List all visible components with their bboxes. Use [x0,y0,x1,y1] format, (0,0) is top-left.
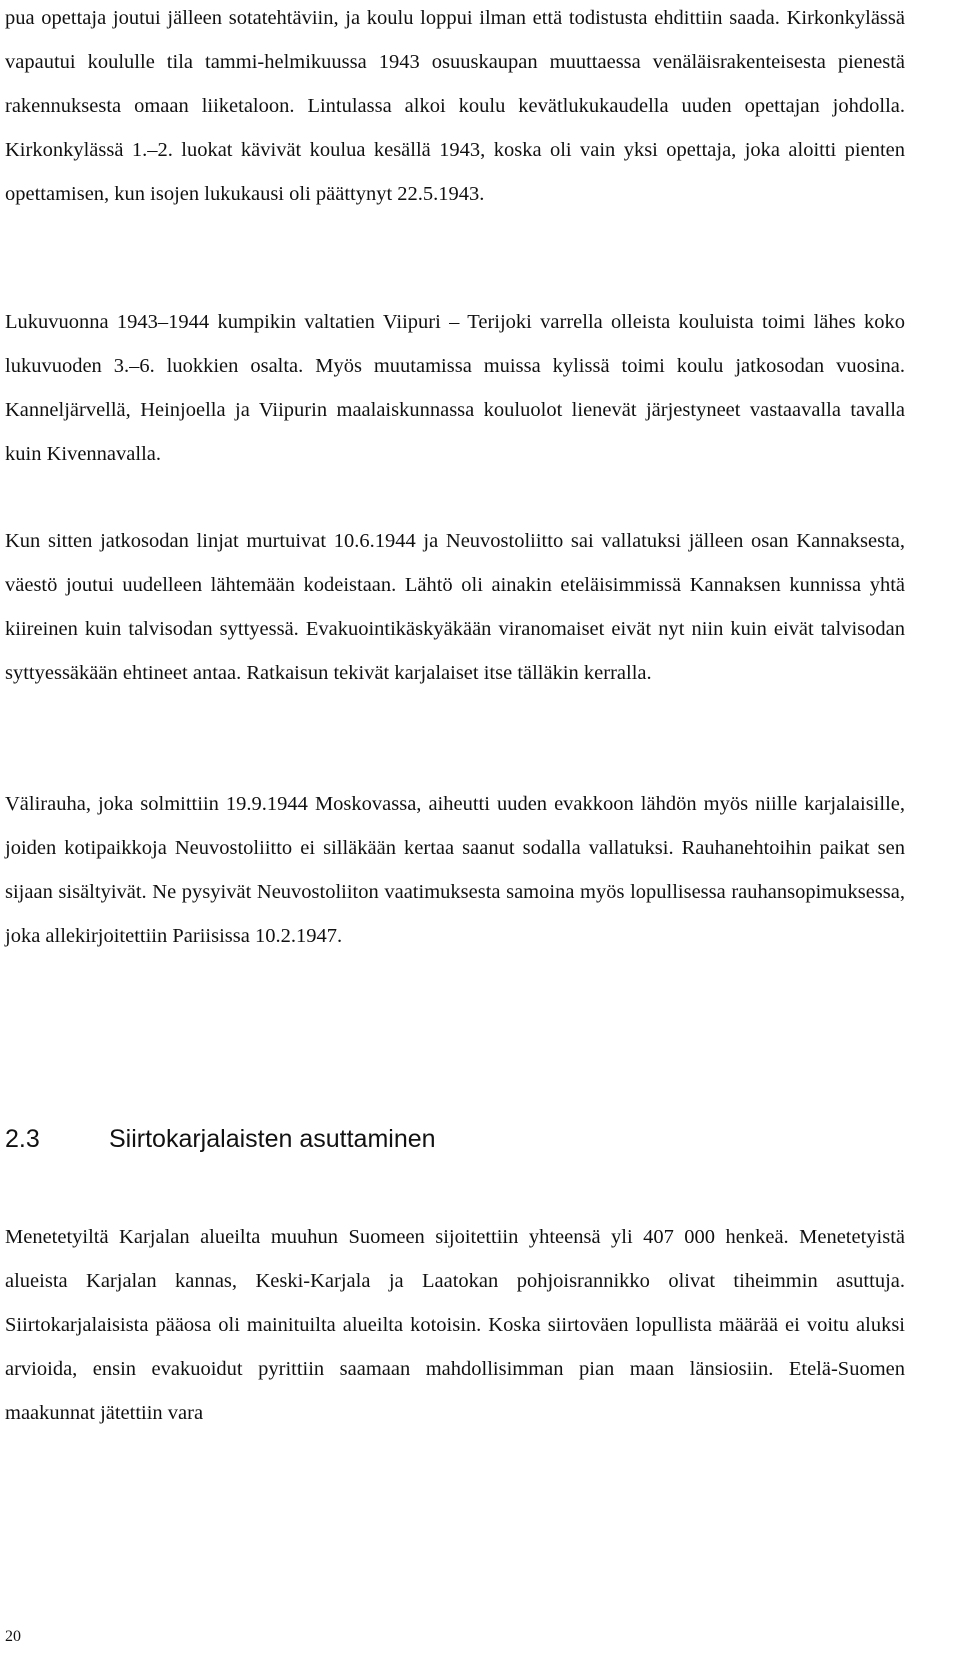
section-heading [5,1121,436,1157]
paragraph-moscow-armistice: Välirauha, joka solmittiin 19.9.1944 Moskovassa, aiheutti uuden evakkoon lähdön myös niille karjalaisille, joiden kotipaikkoja Neuvostoliitto ei silläkään kertaa saanut sodalla vallatuksi. Rauhanehtoihin paikat sen sijaan sisältyivät. Ne pysyivät Neuvostoliiton vaatimuksesta samoina myös lopullisessa rauhansopimuksessa, joka allekirjoitettiin Pariisissa 10.2.1947. [5,793,905,947]
section-number: 2.3 [5,1125,40,1153]
paragraph-resettlement: Menetetyiltä Karjalan alueilta muuhun Suomeen sijoitettiin yhteensä yli 407 000 henkeä. Menetetyistä alueista Karjalan kannas, Keski-Karjala ja Laatokan pohjoisrannikko olivat tiheimmin asuttuja. Siirtokarjalaisista pääosa oli mainituilta alueilta kotoisin. Koska siirtoväen lopullista määrää ei voitu aluksi arvioida, ensin evakuoidut pyrittiin saamaan mahdollisimman pian maan länsiosiin. Etelä-Suomen maakunnat jätettiin vara [5,1226,905,1424]
paragraph-front-collapse-1944: Kun sitten jatkosodan linjat murtuivat 10.6.1944 ja Neuvostoliitto sai vallatuksi jälleen osan Kannaksesta, väestö joutui uudelleen lähtemään kodeistaan. Lähtö oli ainakin eteläisimmissä Kannaksen kunnissa yhtä kiireinen kuin talvisodan syttyessä. Evakuointikäskyäkään viranomaiset eivät nyt niin kuin eivät talvisodan syttyessäkään ehtineet antaa. Ratkaisun tekivät karjalaiset itse tälläkin kerralla. [5,530,905,684]
section-title: Siirtokarjalaisten asuttaminen [109,1125,436,1153]
paragraph-school-year-1943-1944: Lukuvuonna 1943–1944 kumpikin valtatien Viipuri – Terijoki varrella olleista kouluista toimi lähes koko lukuvuoden 3.–6. luokkien osalta. Myös muutamissa muissa kylissä toimi koulu jatkosodan vuosina. Kanneljärvellä, Heinjoella ja Viipurin maalaiskunnassa kouluolot lienevät järjestyneet vastaavalla tavalla kuin Kivennavalla. [5,311,905,465]
page-number: 20 [5,1628,21,1645]
paragraph-evacuation-schools: pua opettaja joutui jälleen sotatehtäviin, ja koulu loppui ilman että todistusta ehdittiin saada. Kirkonkylässä vapautui koululle tila tammi-helmikuussa 1943 osuuskaupan muuttaessa venäläisrakenteisesta pienestä rakennuksesta omaan liiketaloon. Lintulassa alkoi koulu kevätlukukaudella uuden opettajan johdolla. Kirkonkylässä 1.–2. luokat kävivät koulua kesällä 1943, koska oli vain yksi opettaja, joka aloitti pienten opettamisen, kun isojen lukukausi oli päättynyt 22.5.1943. [5,7,905,205]
